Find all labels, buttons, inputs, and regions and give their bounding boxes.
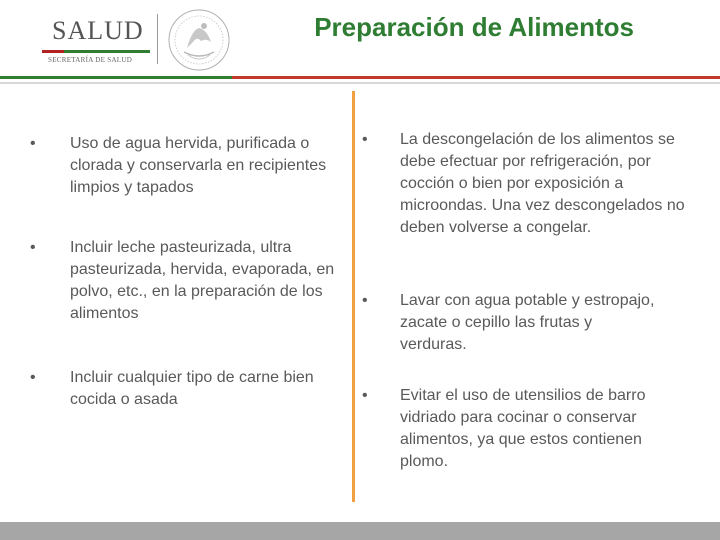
salud-logo-word: SALUD xyxy=(52,16,144,45)
list-item-text: Incluir leche pasteurizada, ultra pasteurizada, hervida, evaporada, en polvo, etc., en la preparación de los alimentos xyxy=(70,239,335,322)
logo-green-bar xyxy=(64,50,150,53)
header-rule-gray xyxy=(0,82,720,84)
bullet-icon: • xyxy=(362,387,368,404)
list-item-text: Evitar el uso de utensilios de barro vidriado para cocinar o conservar alimentos, ya que estos contienen plomo. xyxy=(400,387,646,470)
list-item-text: Incluir cualquier tipo de carne bien cocida o asada xyxy=(70,369,314,408)
logo-divider xyxy=(157,14,158,64)
mexico-seal-icon xyxy=(166,8,232,72)
bullet-icon: • xyxy=(30,239,36,256)
slide-header xyxy=(0,0,720,82)
bullet-icon: • xyxy=(30,135,36,152)
list-item-text: Lavar con agua potable y estropajo, zacate o cepillo las frutas y verduras. xyxy=(400,292,655,353)
salud-logo xyxy=(34,14,150,64)
salud-logo-subtitle: SECRETARÍA DE SALUD xyxy=(48,56,133,64)
header-rule-red xyxy=(232,76,720,79)
footer-bar xyxy=(0,522,720,540)
bullet-icon: • xyxy=(30,369,36,386)
logo-red-bar xyxy=(42,50,64,53)
list-item-text: La descongelación de los alimentos se debe efectuar por refrigeración, por cocción o bien por exposición a microondas. Una vez descongelados no deben volverse a congelar. xyxy=(400,131,685,236)
list-item-text: Uso de agua hervida, purificada o clorada y conservarla en recipientes limpios y tapados xyxy=(70,135,327,196)
page-title: Preparación de Alimentos xyxy=(314,12,634,42)
bullet-icon: • xyxy=(362,292,368,309)
bullet-icon: • xyxy=(362,131,368,148)
